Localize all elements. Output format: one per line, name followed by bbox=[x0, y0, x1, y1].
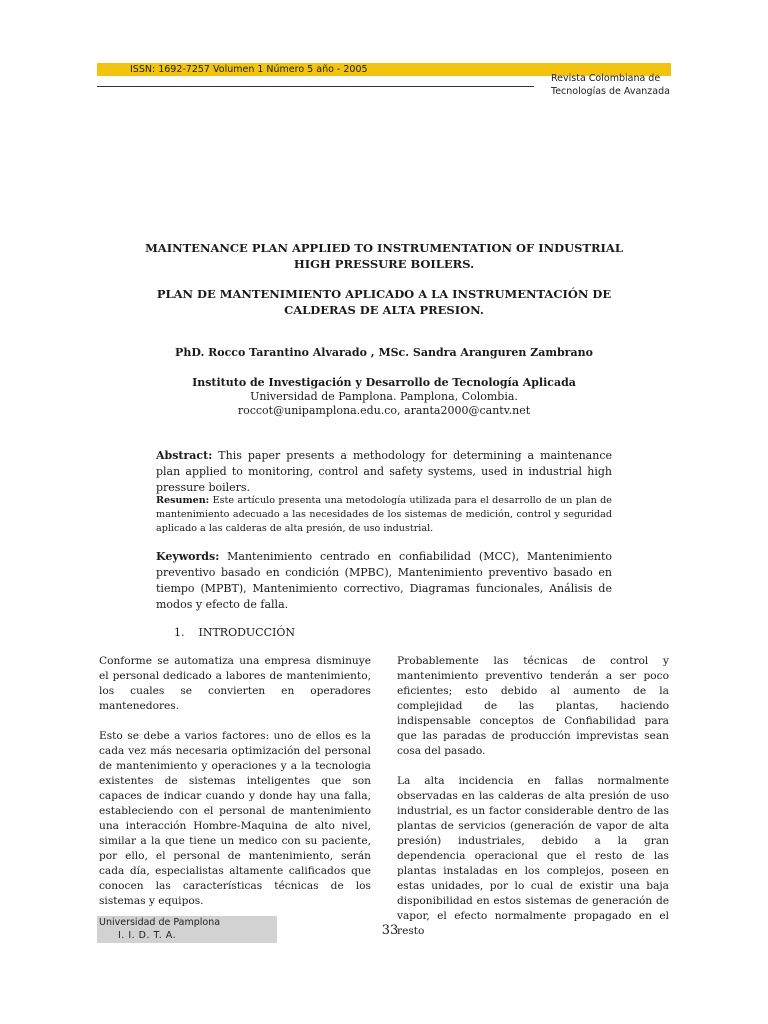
authors: PhD. Rocco Tarantino Alvarado , MSc. Sandra Aranguren Zambrano bbox=[175, 346, 593, 359]
title-spanish-line1: PLAN DE MANTENIMIENTO APLICADO A LA INSTRUMENTACIÓN DE bbox=[156, 287, 612, 301]
resumen bbox=[156, 494, 612, 536]
right-paragraph-2: La alta incidencia en fallas normalmente observadas en las calderas de alta presión de uso industrial, es un factor considerable dentro de las plantas de servicios (generación de vapor de alta presión) industriales, debido a la gran dependencia operacional que el resto de las plantas instaladas en los complejos, poseen en estas unidades, por lo cual de existir una baja disponibilidad en estos sistemas de generación de vapor, el efecto normalmente propagado en el resto bbox=[397, 775, 669, 937]
keywords-text: Mantenimiento centrado en confiabilidad (MCC), Mantenimiento preventivo basado en condición (MPBC), Mantenimiento preventivo basado en tiempo (MPBT), Mantenimiento correctivo, Diagramas funcionales, Análisis de modos y efecto de falla. bbox=[156, 550, 612, 611]
resumen-label: Resumen: bbox=[156, 495, 210, 506]
institute: Instituto de Investigación y Desarrollo de Tecnología Aplicada bbox=[192, 376, 576, 389]
keywords bbox=[156, 549, 612, 613]
journal-name bbox=[551, 72, 670, 98]
footer-university: Universidad de Pamplona bbox=[99, 917, 221, 928]
resumen-text: Este artículo presenta una metodología utilizada para el desarrollo de un plan de mantenimiento adecuado a las necesidades de los sistemas de medición, control y seguridad aplicado a las calderas de alta presión, de uso industrial. bbox=[156, 495, 612, 534]
title-english-line1: MAINTENANCE PLAN APPLIED TO INSTRUMENTATION OF INDUSTRIAL bbox=[145, 241, 623, 255]
keywords-label: Keywords: bbox=[156, 550, 220, 563]
page-number: 33 bbox=[381, 923, 399, 938]
title-spanish-line2: CALDERAS DE ALTA PRESION. bbox=[284, 303, 484, 317]
title-spanish bbox=[96, 286, 672, 318]
university-location: Universidad de Pamplona. Pamplona, Colombia. bbox=[250, 390, 518, 403]
section-heading: 1. INTRODUCCIÓN bbox=[174, 626, 295, 639]
right-paragraph-1: Probablemente las técnicas de control y mantenimiento preventivo tenderán a ser poco eficientes; esto debido al aumento de la complejidad de las plantas, haciendo indispensable conceptos de Confiabilidad para que las paradas de producción imprevistas sean cosa del pasado. bbox=[397, 655, 669, 757]
abstract bbox=[156, 448, 612, 496]
header-rule bbox=[97, 86, 534, 87]
left-paragraph-2: Esto se debe a varios factores: uno de ellos es la cada vez más necesaria optimización del personal de mantenimiento y operaciones y a la tecnologia existentes de sistemas inteligentes que son capaces de indicar cuando y donde hay una falla, estableciendo con el personal de mantenimiento una interacción Hombre-Maquina de alto nivel, similar a la que tiene un medico con su paciente, por ello, el personal de mantenimiento, serán cada día, especialistas altamente calificados que conocen las características técnicas de los sistemas y equipos. bbox=[99, 730, 371, 907]
journal-name-line1: Revista Colombiana de bbox=[551, 73, 661, 84]
journal-name-line2: Tecnologías de Avanzada bbox=[551, 86, 670, 97]
abstract-label: Abstract: bbox=[156, 449, 213, 462]
left-paragraph-1: Conforme se automatiza una empresa disminuye el personal dedicado a labores de mantenimiento, los cuales se convierten en operadores mantenedores. bbox=[99, 655, 371, 712]
issn-line: ISSN: 1692-7257 Volumen 1 Número 5 año - 2005 bbox=[130, 64, 368, 75]
right-column bbox=[397, 654, 669, 954]
title-english-line2: HIGH PRESSURE BOILERS. bbox=[293, 257, 475, 271]
title-english bbox=[96, 240, 672, 272]
abstract-text: This paper presents a methodology for determining a maintenance plan applied to monitoring, control and safety systems, used in industrial high pressure boilers. bbox=[156, 449, 612, 494]
footer-department: I. I. D. T. A. bbox=[118, 930, 177, 941]
left-column bbox=[99, 654, 371, 924]
author-emails: roccot@unipamplona.edu.co, aranta2000@cantv.net bbox=[237, 404, 531, 417]
